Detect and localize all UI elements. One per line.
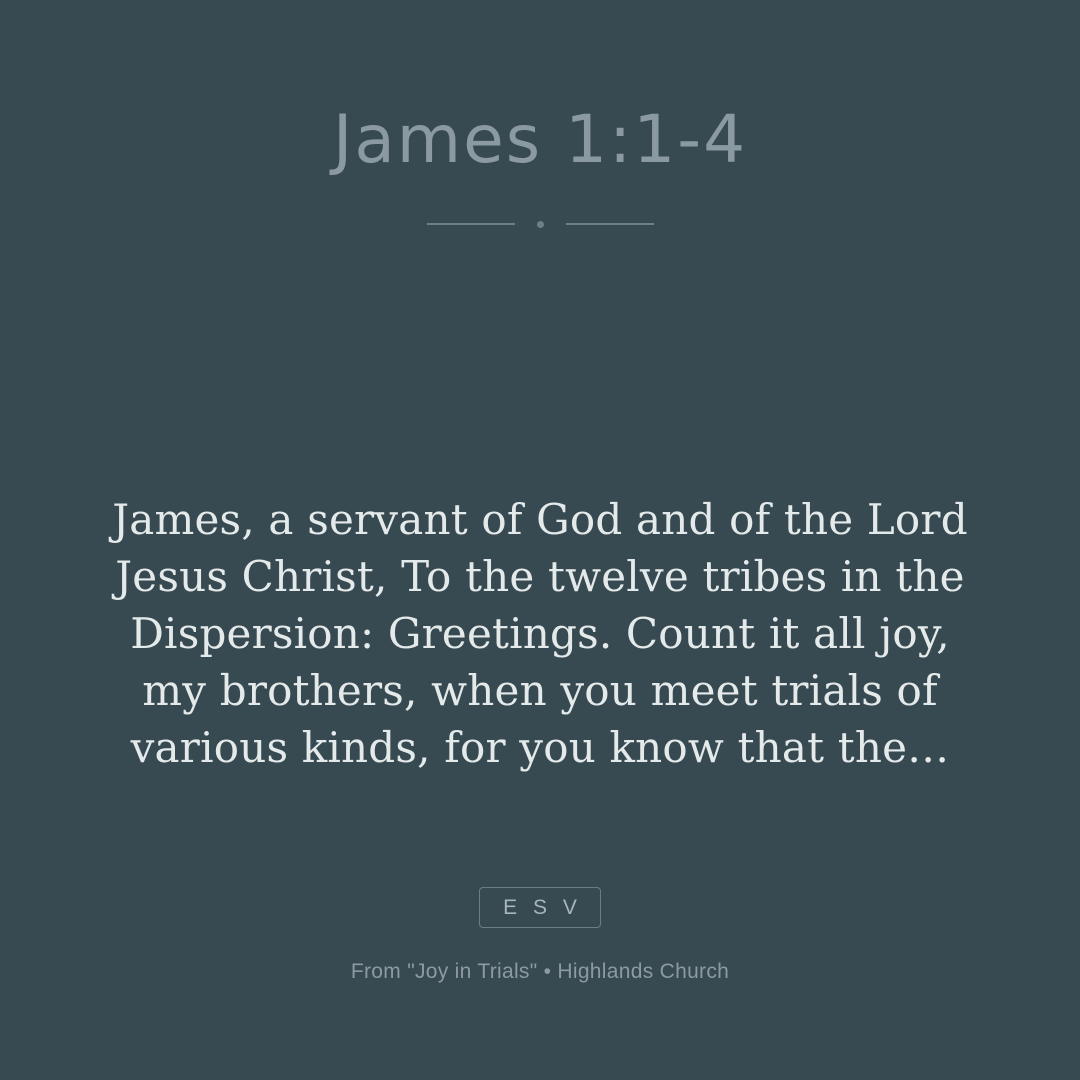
divider-dot-icon [537, 221, 544, 228]
verse-text: James, a servant of God and of the Lord Jesus Christ, To the twelve tribes in the Dispersion: Greetings. Count it all joy, my brothers, when you meet trials of various kinds, for you know that the… [112, 495, 968, 773]
divider-rule-left [427, 223, 515, 225]
ornament-divider [0, 221, 1080, 228]
page-title: James 1:1-4 [332, 101, 748, 178]
attribution-text: From "Joy in Trials" • Highlands Church [350, 960, 730, 983]
divider-rule-right [566, 223, 654, 225]
translation-badge: E S V [479, 887, 601, 928]
card-footer [0, 887, 1080, 984]
